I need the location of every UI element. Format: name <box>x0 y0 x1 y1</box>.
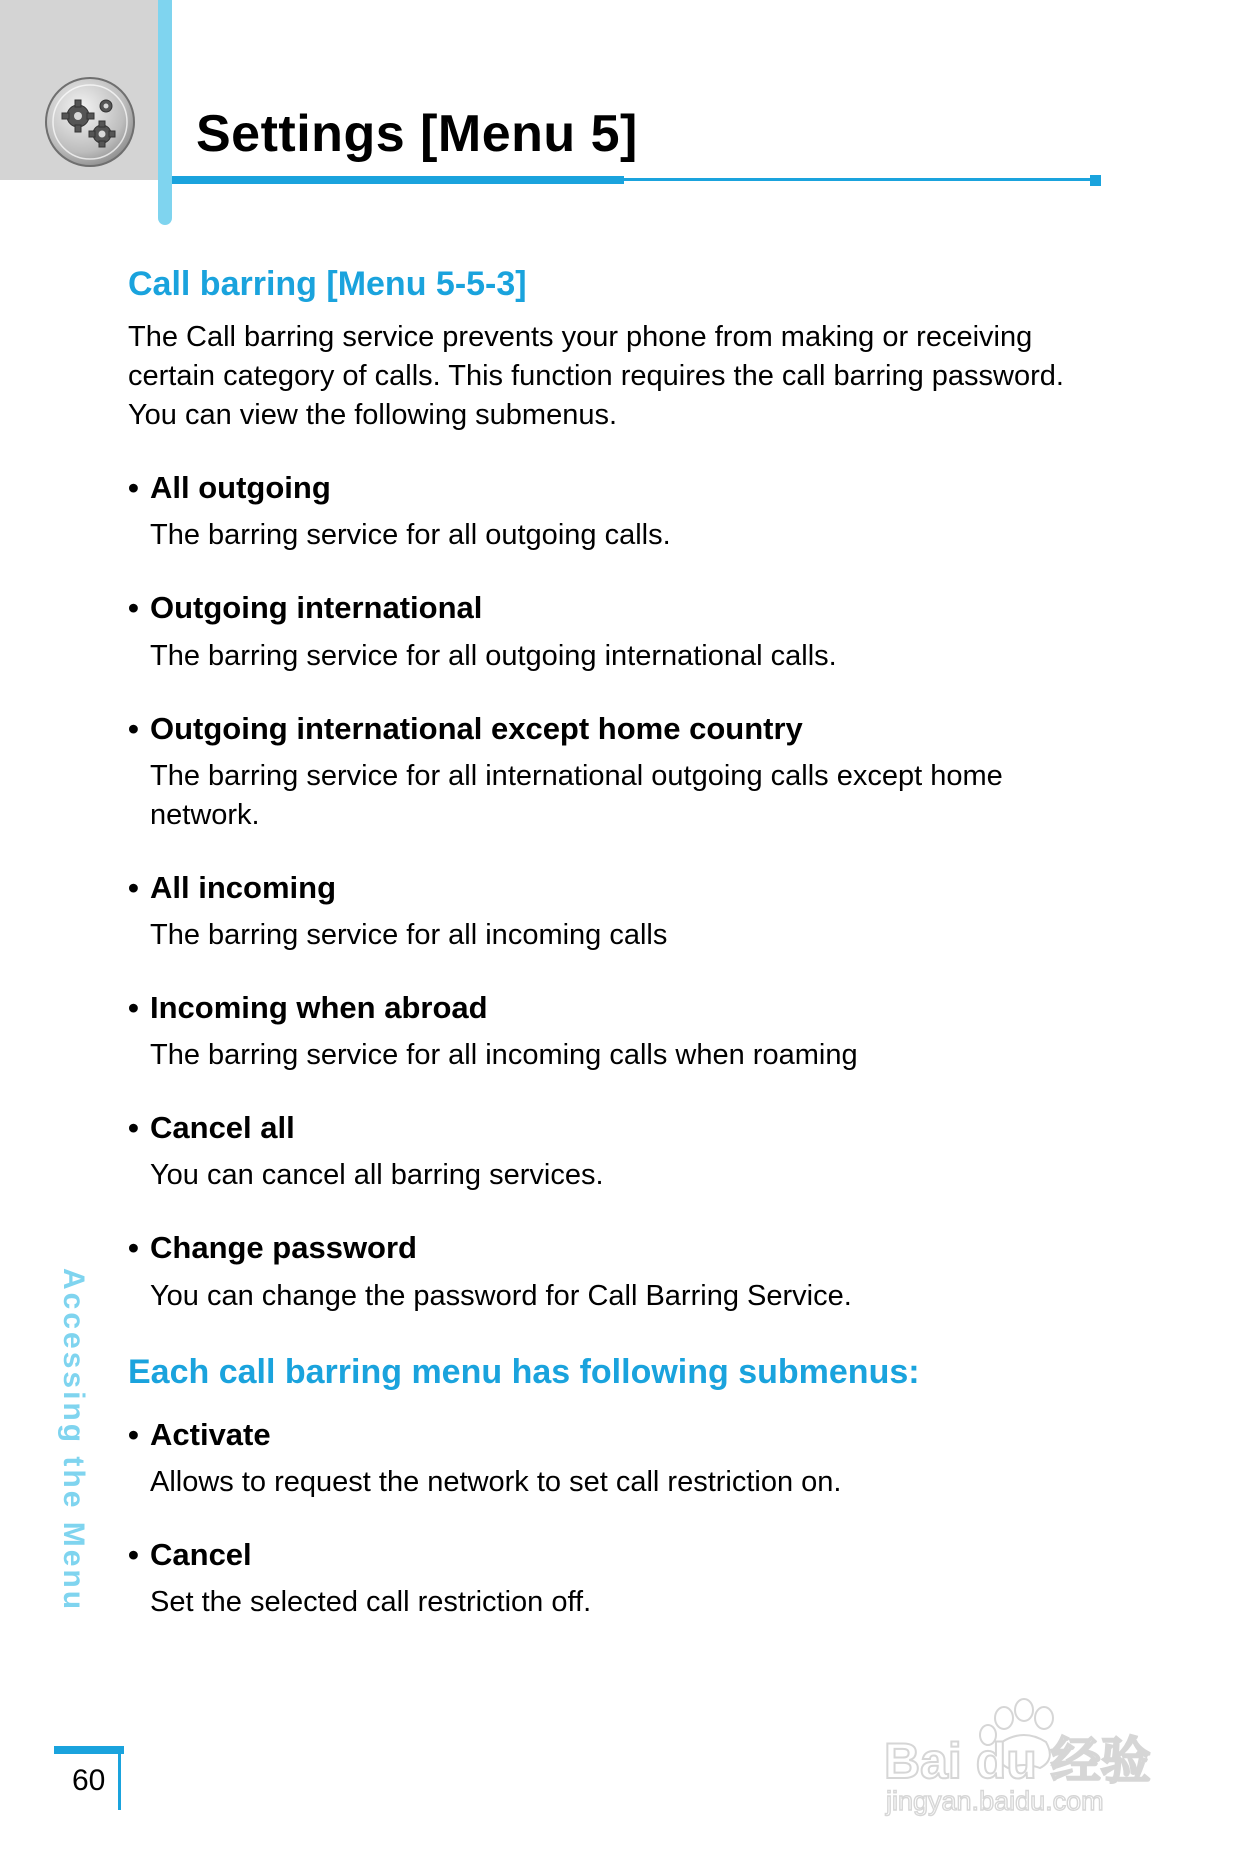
bullet-icon: • <box>128 590 139 626</box>
side-section-label <box>56 1268 90 1738</box>
list-item <box>128 1416 1108 1502</box>
bullet-icon: • <box>128 1416 139 1452</box>
bullet-icon: • <box>128 710 139 746</box>
item-description: The barring service for all outgoing international calls. <box>150 639 837 672</box>
bullet-icon: • <box>128 1536 139 1572</box>
item-title: Change password <box>150 1230 417 1266</box>
section-intro: The Call barring service prevents your phone from making or receiving certain category of calls. This function requires the call barring password. You can view the following submenus. <box>128 321 1064 432</box>
item-title: Outgoing international <box>150 590 483 626</box>
item-title: Incoming when abroad <box>150 989 488 1025</box>
item-title: Activate <box>150 1416 271 1452</box>
page-title: Settings [Menu 5] <box>196 105 638 163</box>
page-number-bar <box>54 1746 124 1754</box>
list-item <box>128 1536 1108 1622</box>
list-item <box>128 989 1108 1075</box>
page-number: 60 <box>72 1764 106 1797</box>
bullet-icon: • <box>128 1110 139 1146</box>
bullet-icon: • <box>128 1230 139 1266</box>
title-underline-end-marker <box>1090 175 1101 186</box>
title-underline-thin <box>624 178 1098 181</box>
item-description: You can cancel all barring services. <box>150 1159 604 1192</box>
header-vertical-rule <box>158 0 172 225</box>
list-item <box>128 1229 1108 1315</box>
item-title: All incoming <box>150 869 336 905</box>
baidu-watermark <box>884 1690 1174 1820</box>
item-title: Outgoing international except home country <box>150 710 803 746</box>
bullet-icon: • <box>128 989 139 1025</box>
item-title: Cancel all <box>150 1110 295 1146</box>
watermark-url: jingyan.baidu.com <box>886 1786 1104 1816</box>
item-title: All outgoing <box>150 470 331 506</box>
list-item <box>128 710 1108 835</box>
list-item <box>128 589 1108 675</box>
item-description: The barring service for all incoming calls when roaming <box>150 1039 858 1072</box>
item-description: Allows to request the network to set call restriction on. <box>150 1465 842 1498</box>
page-content <box>128 262 1108 1622</box>
list-item <box>128 469 1108 555</box>
title-underline <box>172 176 624 184</box>
list-item <box>128 869 1108 955</box>
subsection-heading: Each call barring menu has following submenus: <box>128 1352 920 1391</box>
bullet-icon: • <box>128 869 139 905</box>
section-heading: Call barring [Menu 5-5-3] <box>128 265 527 303</box>
settings-gears-icon <box>44 76 136 168</box>
item-description: The barring service for all outgoing calls. <box>150 519 671 552</box>
item-description: The barring service for all international outgoing calls except home network. <box>150 759 1003 831</box>
item-description: You can change the password for Call Barring Service. <box>150 1279 852 1312</box>
watermark-brand: Bai du 经验 <box>884 1733 1151 1789</box>
bullet-icon: • <box>128 470 139 506</box>
item-title: Cancel <box>150 1536 252 1572</box>
item-description: The barring service for all incoming calls <box>150 918 668 951</box>
list-item <box>128 1109 1108 1195</box>
page-number-rule <box>118 1754 121 1810</box>
side-label-text: Accessing the Menu <box>57 1268 90 1613</box>
item-description: Set the selected call restriction off. <box>150 1586 592 1619</box>
